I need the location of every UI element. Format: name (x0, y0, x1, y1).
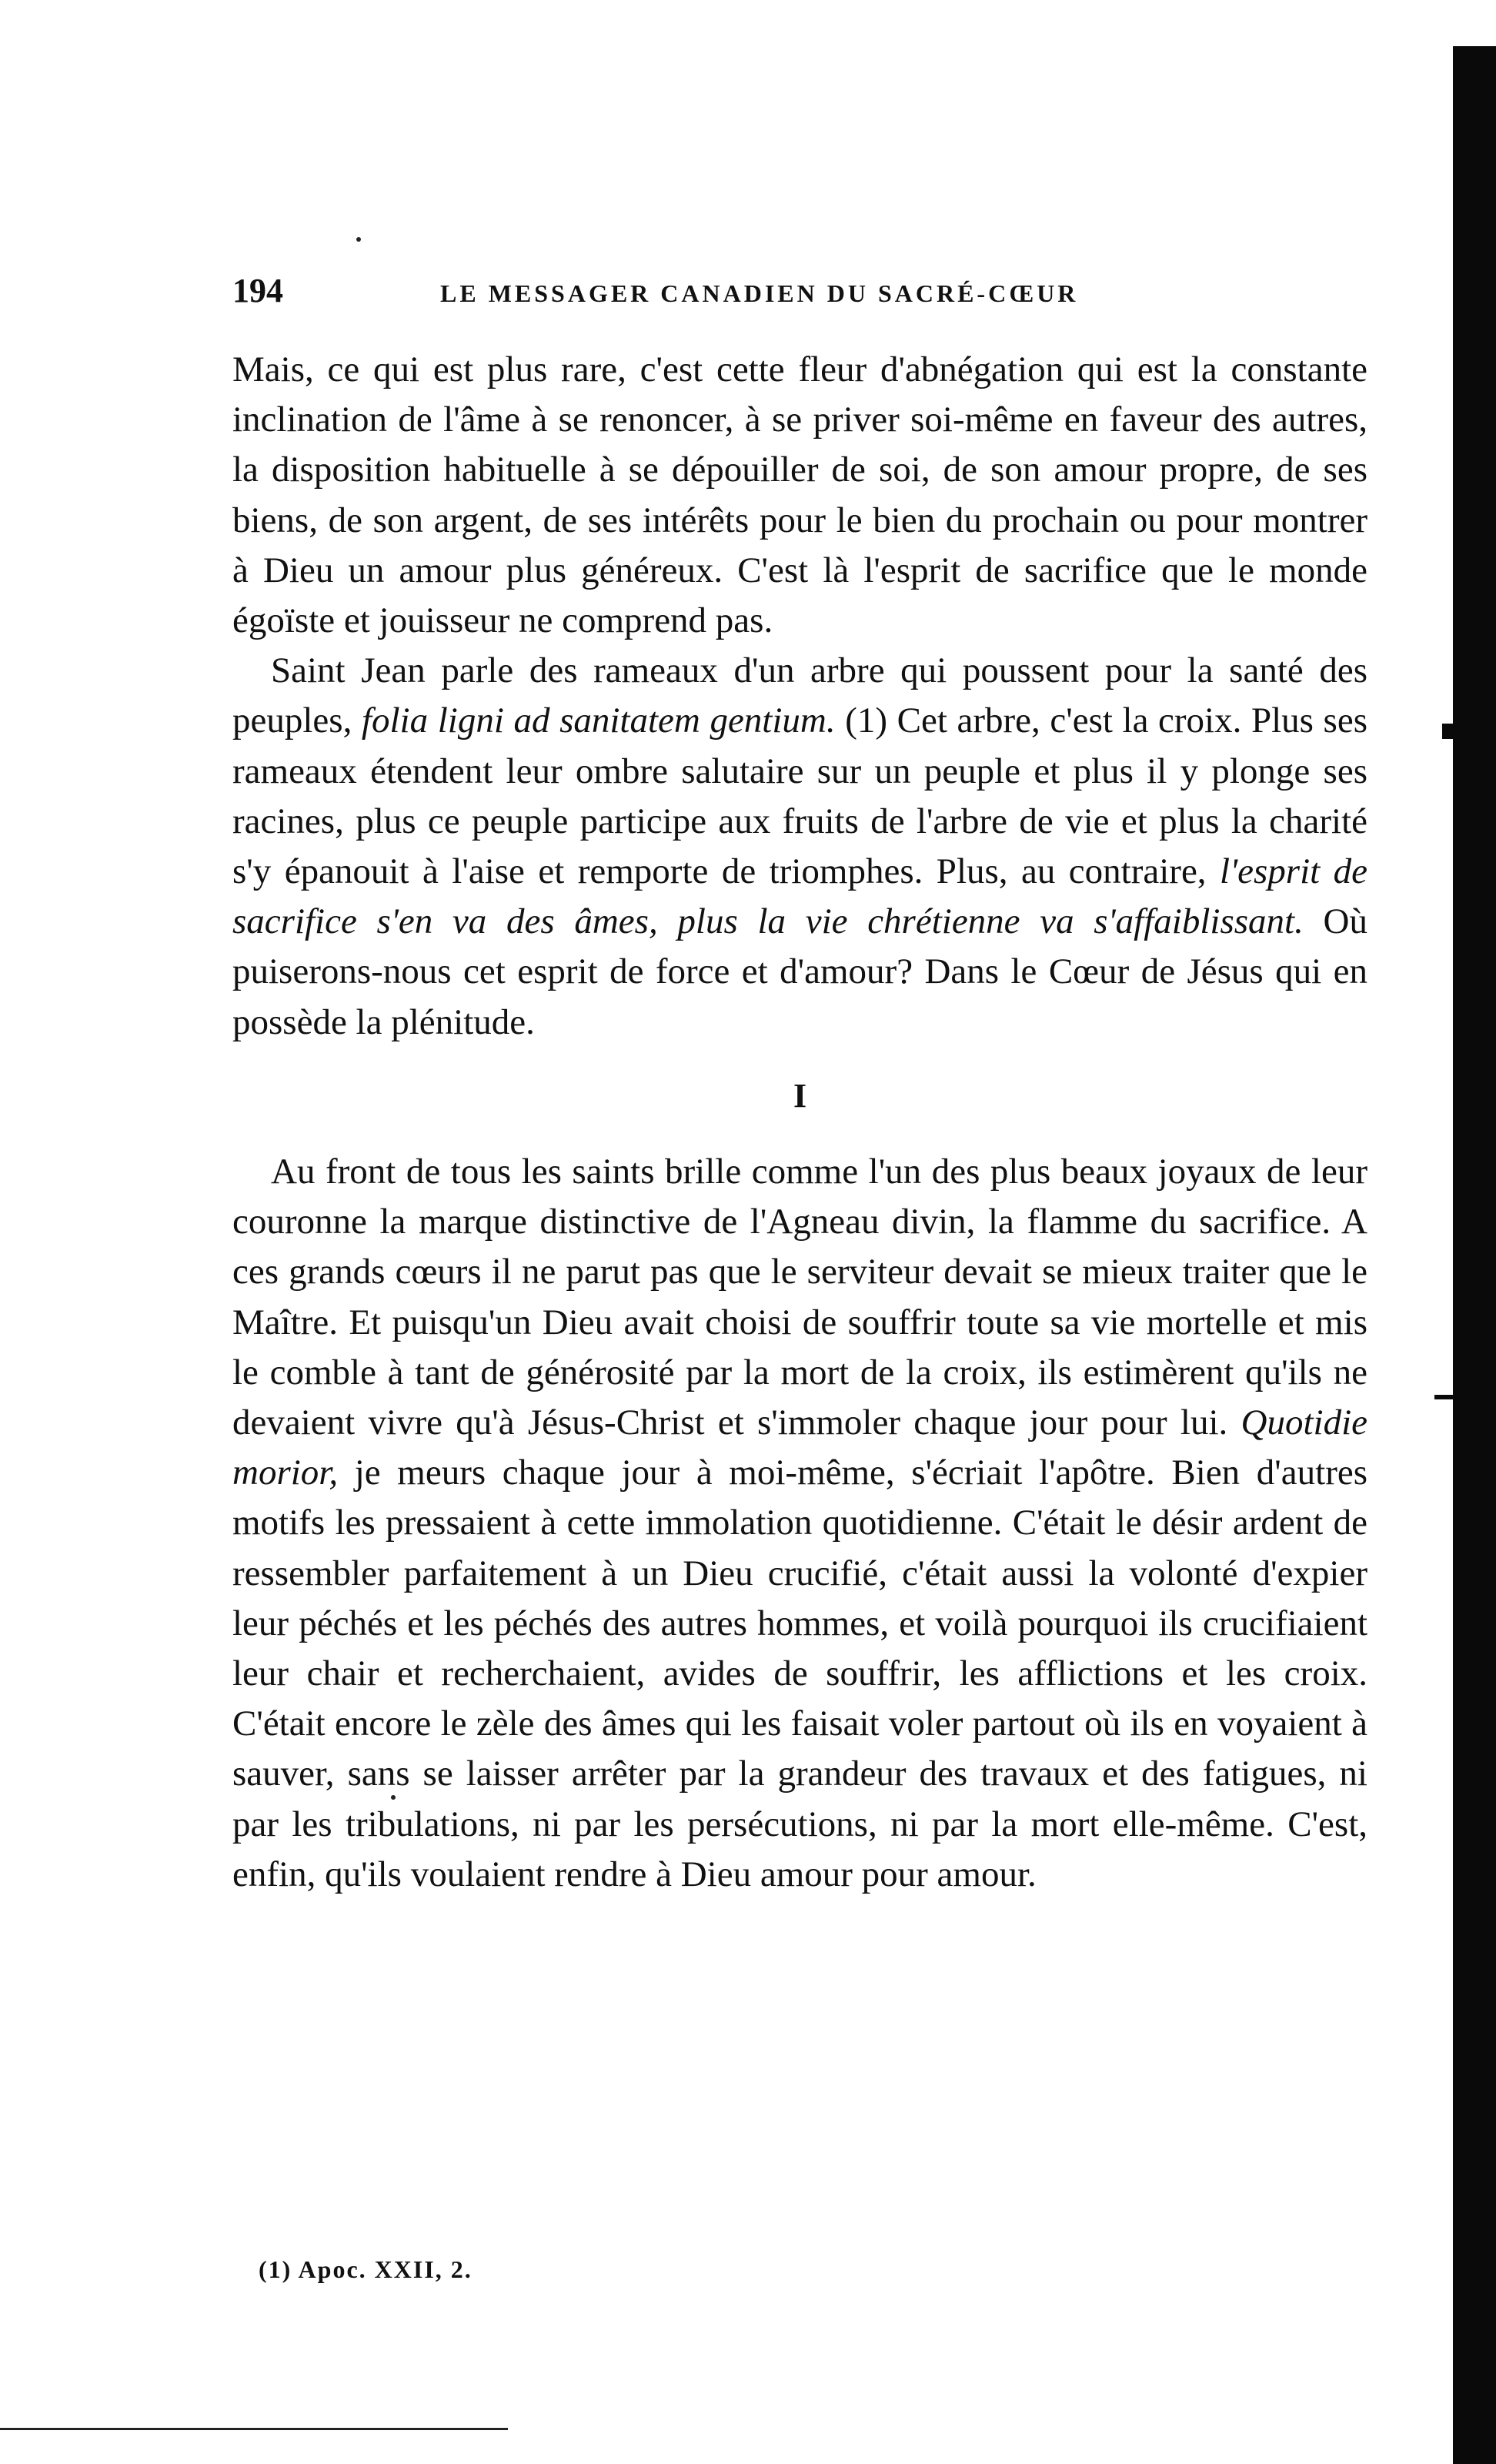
latin-quotation: folia ligni ad sanitatem gentium. (361, 700, 836, 741)
footnote-reference: (1) (835, 700, 897, 741)
page-number: 194 (232, 272, 283, 309)
italic-clause: l'esprit de sacrifice s'en va des âmes, plus la vie chrétienne va s'affaiblissant. (232, 851, 1367, 942)
body-text (232, 345, 1367, 1900)
footnote: (1) Apoc. XXII, 2. (259, 2255, 473, 2283)
running-title: LE MESSAGER CANADIEN DU SACRÉ-CŒUR (440, 279, 1079, 307)
scan-speck (356, 237, 361, 242)
section-numeral: I (793, 1076, 807, 1115)
paragraph-saints (232, 1147, 1367, 1900)
paragraph-text: Saint Jean parle des rameaux d'un arbre qui poussent pour la santé des peuples, (232, 650, 1367, 741)
page-binding-shadow (1453, 46, 1496, 2464)
paragraph-text: Où puiserons-nous cet esprit de force et d'amour? Dans le Cœur de Jésus qui en possède la plénitude. (232, 901, 1367, 1042)
paragraph-text: je meurs chaque jour à moi-même, s'écriait l'apôtre. Bien d'autres motifs les pressaient à cette immolation quotidienne. C'était le désir ardent de ressembler parfaitement à un Dieu crucifié, c'était aussi la volonté d'expier leur péchés et les péchés des autres hommes, et voilà pourquoi ils crucifiaient leur chair et recherchaient, avides de souffrir, les afflictions et les croix. C'était encore le zèle des âmes qui les faisait voler partout où ils en voyaient à sauver, sans se laisser arrêter par la grandeur des travaux et des fatigues, ni par les tribulations, ni par les persécutions, ni par la mort elle-même. C'est, enfin, qu'ils voulaient rendre à Dieu amour pour amour. (232, 1453, 1367, 1894)
scan-artifact (1434, 1395, 1465, 1399)
paragraph-saint-jean (232, 646, 1367, 1048)
bottom-rule (0, 2428, 508, 2430)
paragraph-text: Au front de tous les saints brille comme l'un des plus beaux joyaux de leur couronne la marque distinctive de l'Agneau divin, la flamme du sacrifice. A ces grands cœurs il ne parut pas que le serviteur devait se mieux traiter que le Maître. Et puisqu'un Dieu avait choisi de souffrir toute sa vie mortelle et mis le comble à tant de générosité par la mort de la croix, ils estimèrent qu'ils ne devaient vivre qu'à Jésus-Christ et s'immoler chaque jour pour lui. (232, 1152, 1367, 1443)
paragraph-abnegation: Mais, ce qui est plus rare, c'est cette fleur d'abnégation qui est la constante inclination de l'âme à se renoncer, à se priver soi-même en faveur des autres, la disposition habituelle à se dépouiller de soi, de son amour propre, de ses biens, de son argent, de ses intérêts pour le bien du prochain ou pour montrer à Dieu un amour plus généreux. C'est là l'esprit de sacrifice que le monde égoïste et jouisseur ne comprend pas. (232, 349, 1367, 641)
paragraph-text: Cet arbre, c'est la croix. Plus ses rameaux étendent leur ombre salutaire sur un peuple et plus il y plonge ses racines, plus ce peuple participe aux fruits de l'arbre de vie et plus la charité s'y épanouit à l'aise et remporte de triomphes. Plus, au contraire, (232, 700, 1367, 892)
running-header (232, 271, 1367, 317)
scan-artifact (1442, 724, 1465, 739)
latin-quotation: Quotidie morior, (232, 1403, 1367, 1493)
